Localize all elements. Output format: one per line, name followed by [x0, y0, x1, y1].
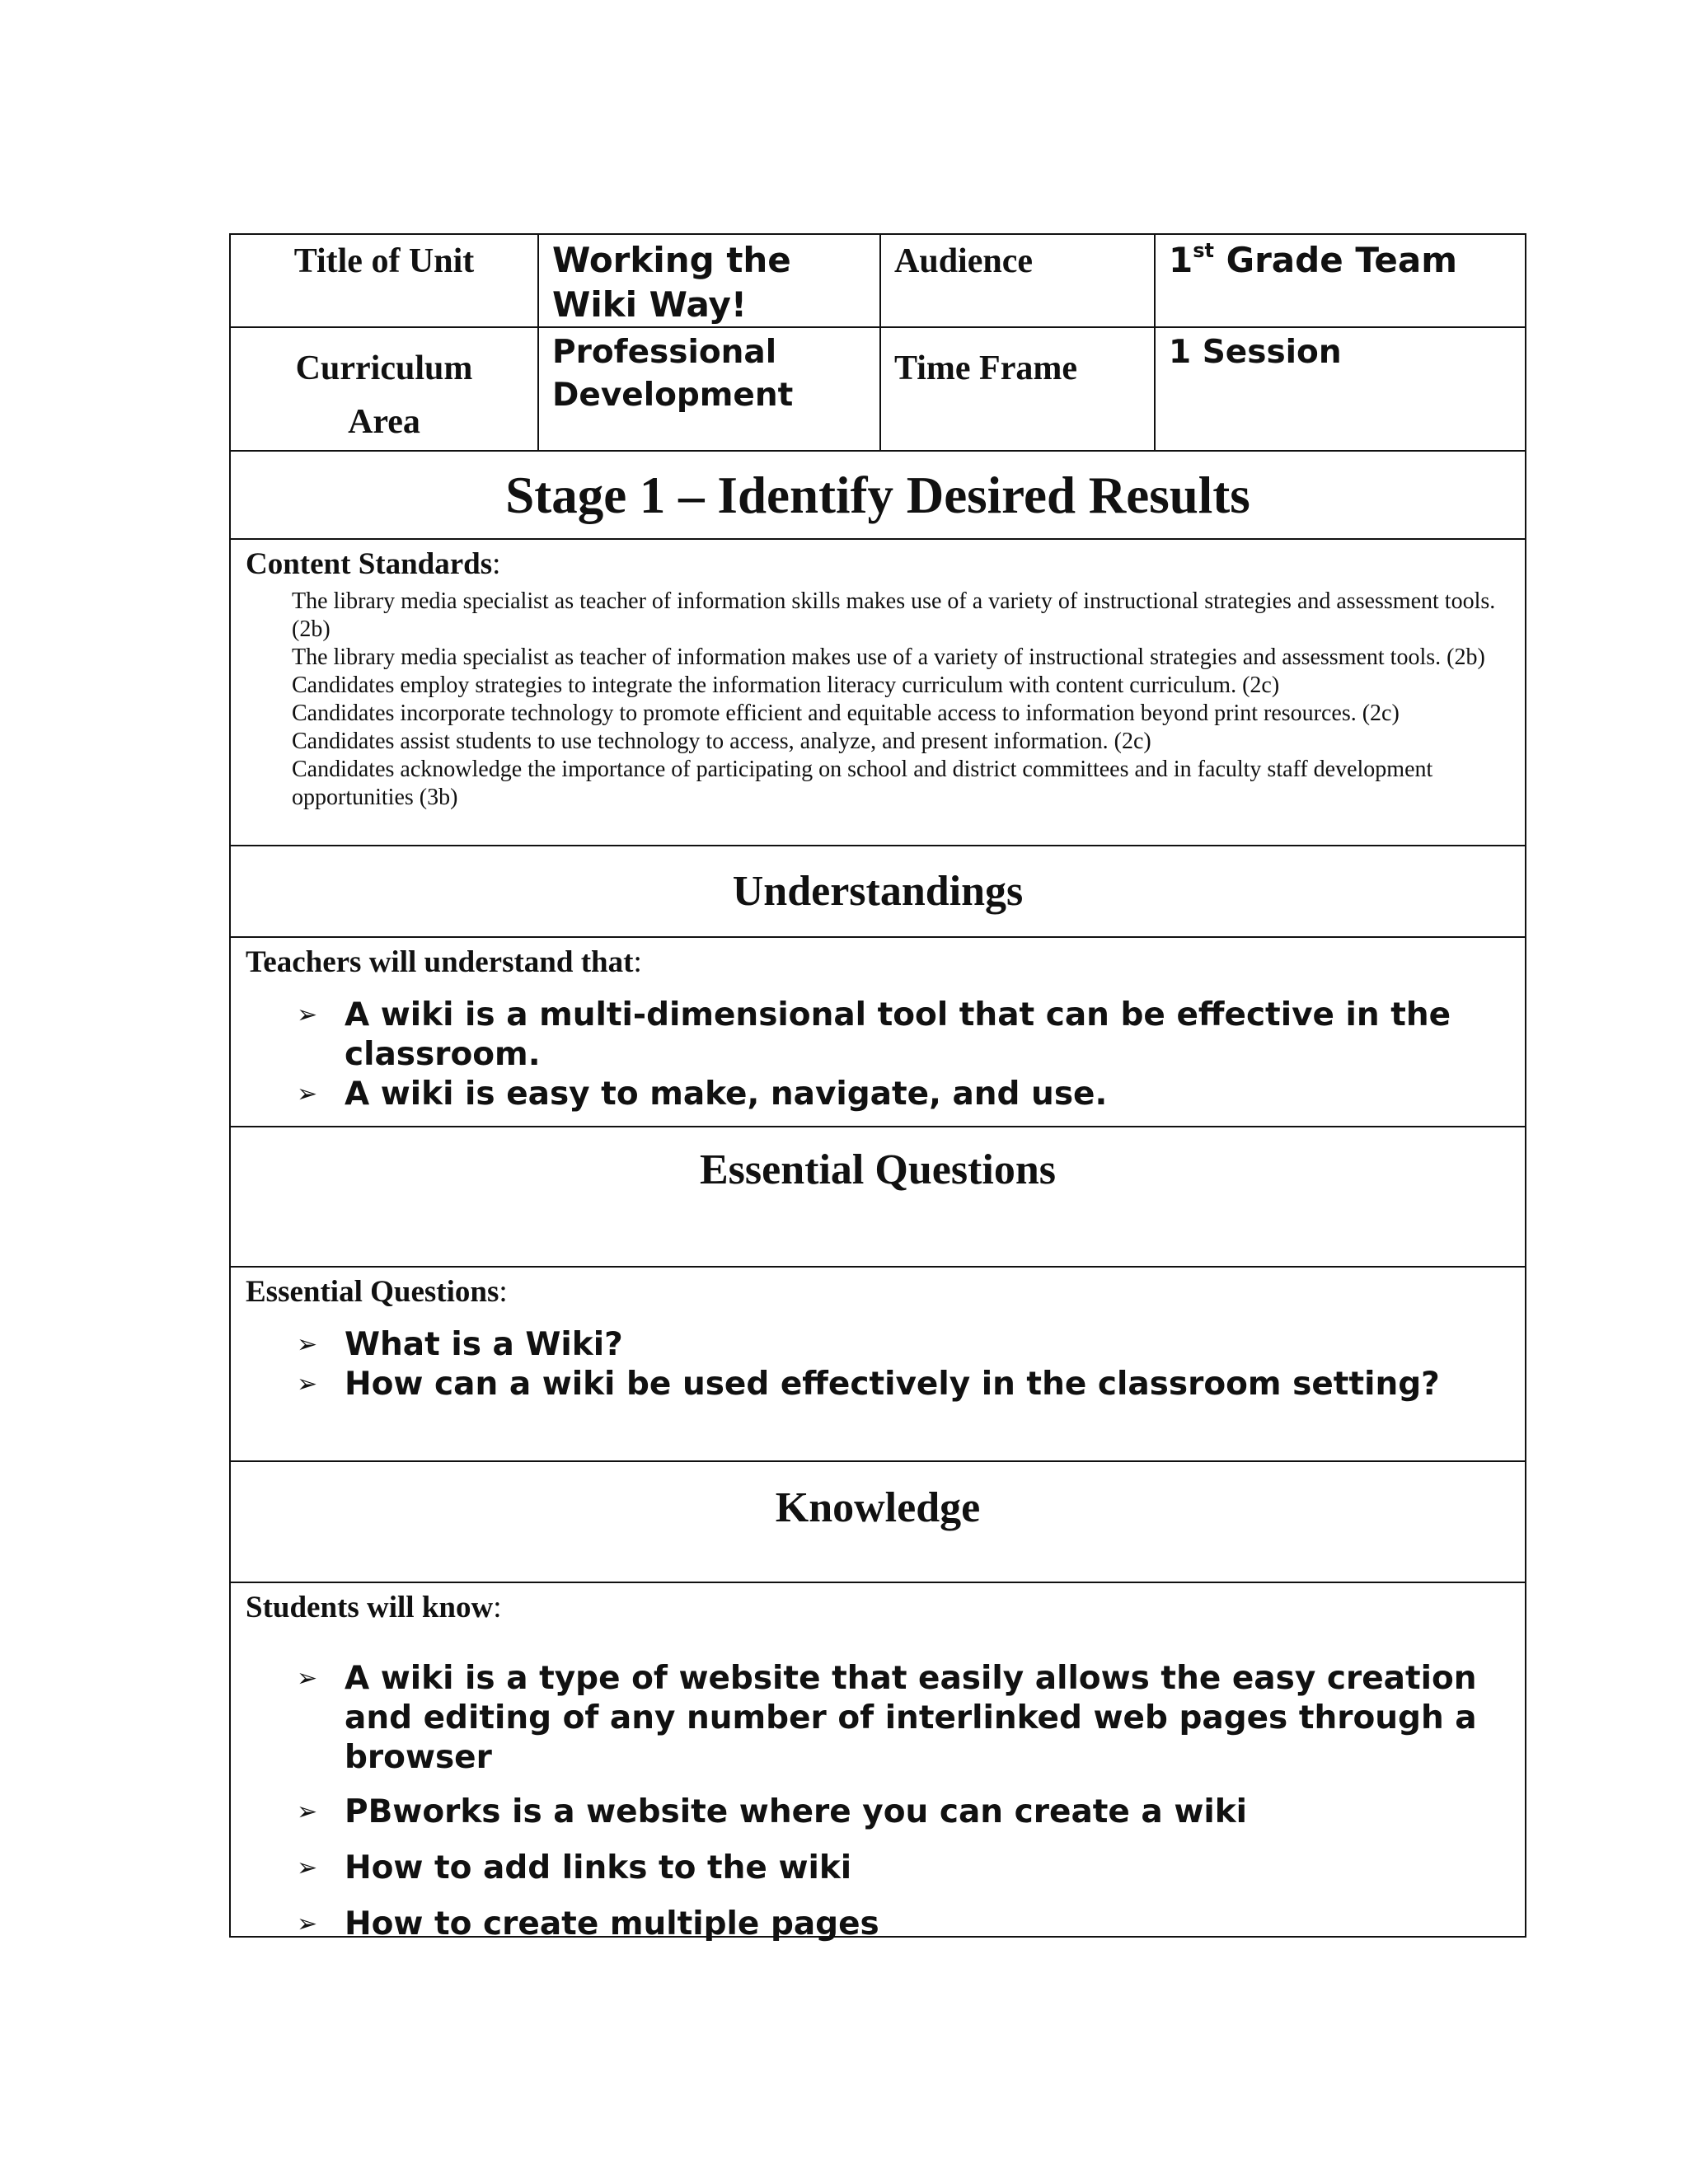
bullet-arrow-icon: ➢ — [297, 1664, 318, 1693]
understandings-label-text: Teachers will understand that — [246, 945, 634, 979]
list-item-text: A wiki is a multi-dimensional tool that can be effective in the classroom. — [345, 996, 1451, 1073]
content-standards-row — [231, 540, 1525, 846]
list-item-text: What is a Wiki? — [345, 1326, 623, 1363]
list-item — [297, 1849, 1500, 1888]
list-item: Candidates assist students to use technology to access, analyze, and present information. (2c) — [292, 729, 1151, 754]
bullet-arrow-icon: ➢ — [297, 1330, 318, 1359]
header-row-2 — [231, 328, 1525, 452]
bullet-arrow-icon: ➢ — [297, 1797, 318, 1826]
time-frame-value-cell — [1156, 328, 1525, 450]
understandings-cell — [231, 938, 1525, 1126]
knowledge-title: Knowledge — [775, 1484, 981, 1531]
essential-questions-title: Essential Questions — [700, 1146, 1056, 1193]
stage1-row — [231, 452, 1525, 540]
essential-questions-label — [231, 1268, 1525, 1310]
knowledge-title-row — [231, 1462, 1525, 1583]
essential-questions-row — [231, 1268, 1525, 1462]
unit-plan-table — [229, 233, 1526, 1943]
list-item — [297, 996, 1500, 1075]
list-item-text: A wiki is easy to make, navigate, and use. — [345, 1076, 1108, 1113]
list-item-text: How to create multiple pages — [345, 1905, 879, 1943]
title-of-unit-label-cell — [231, 235, 539, 326]
list-item: The library media specialist as teacher of information makes use of a variety of instructional strategies and assessment tools. (2b) — [292, 644, 1485, 670]
content-standards-cell — [231, 540, 1525, 845]
list-item-text: PBworks is a website where you can create a wiki — [345, 1793, 1248, 1830]
essential-questions-colon: : — [499, 1275, 508, 1309]
knowledge-colon: : — [493, 1591, 502, 1624]
content-standards-list — [231, 588, 1525, 812]
curriculum-area-label-line2: Area — [348, 403, 420, 441]
list-item-text: A wiki is a type of website that easily allows the easy creation and editing of any number of interlinked web pages through a browser — [345, 1660, 1477, 1776]
content-standards-colon: : — [492, 547, 501, 581]
knowledge-row — [231, 1583, 1525, 1943]
audience-value-prefix: 1 — [1169, 240, 1193, 280]
header-row-1 — [231, 235, 1525, 328]
list-item — [297, 1905, 1500, 1944]
audience-value-cell — [1156, 235, 1525, 326]
bullet-arrow-icon: ➢ — [297, 1001, 318, 1029]
understandings-list — [231, 996, 1525, 1114]
audience-value-sup: st — [1193, 239, 1214, 262]
list-item: The library media specialist as teacher of information skills makes use of a variety of instructional strategies and assessment tools. (2b) — [292, 588, 1496, 642]
understandings-label — [231, 938, 1525, 981]
essential-questions-label-text: Essential Questions — [246, 1275, 499, 1309]
audience-label: Audience — [894, 242, 1033, 280]
bullet-arrow-icon: ➢ — [297, 1854, 318, 1882]
title-of-unit-value-cell — [539, 235, 881, 326]
list-item — [297, 1659, 1500, 1778]
list-item-text: How can a wiki be used effectively in the classroom setting? — [345, 1366, 1440, 1403]
understandings-title: Understandings — [732, 867, 1024, 915]
list-item-text: How to add links to the wiki — [345, 1849, 852, 1886]
list-item — [297, 1325, 1500, 1365]
curriculum-area-value-cell — [539, 328, 881, 450]
understandings-colon: : — [633, 945, 642, 979]
title-of-unit-label: Title of Unit — [293, 242, 475, 280]
knowledge-list — [231, 1659, 1525, 1944]
list-item: Candidates acknowledge the importance of participating on school and district committees and in faculty staff development opportunities (3b) — [292, 757, 1433, 810]
bullet-arrow-icon: ➢ — [297, 1080, 318, 1108]
bullet-arrow-icon: ➢ — [297, 1910, 318, 1938]
knowledge-label — [231, 1583, 1525, 1626]
curriculum-area-value: Professional Development — [552, 334, 794, 414]
essential-questions-cell — [231, 1268, 1525, 1460]
audience-label-cell — [881, 235, 1156, 326]
stage1-title: Stage 1 – Identify Desired Results — [505, 466, 1250, 524]
curriculum-area-label-line1: Curriculum — [295, 349, 473, 387]
knowledge-label-text: Students will know — [246, 1591, 494, 1624]
bullet-arrow-icon: ➢ — [297, 1370, 318, 1399]
understandings-row — [231, 938, 1525, 1127]
curriculum-area-label-cell — [231, 328, 539, 450]
knowledge-cell — [231, 1583, 1525, 1943]
content-standards-label-text: Content Standards — [246, 547, 493, 581]
understandings-title-row — [231, 846, 1525, 938]
time-frame-value: 1 Session — [1169, 334, 1342, 371]
time-frame-label-cell — [881, 328, 1156, 450]
list-item — [297, 1075, 1500, 1114]
audience-value-suffix: Grade Team — [1214, 240, 1457, 280]
title-of-unit-value: Working the Wiki Way! — [552, 240, 791, 325]
list-item: Candidates incorporate technology to promote efficient and equitable access to information beyond print resources. (2c) — [292, 701, 1400, 726]
content-standards-label — [231, 540, 1525, 583]
time-frame-label: Time Frame — [894, 349, 1077, 387]
list-item: Candidates employ strategies to integrate the information literacy curriculum with content curriculum. (2c) — [292, 673, 1280, 698]
list-item — [297, 1793, 1500, 1832]
list-item — [297, 1365, 1500, 1404]
audience-value — [1169, 238, 1512, 283]
essential-questions-title-row — [231, 1127, 1525, 1268]
essential-questions-list — [231, 1325, 1525, 1404]
